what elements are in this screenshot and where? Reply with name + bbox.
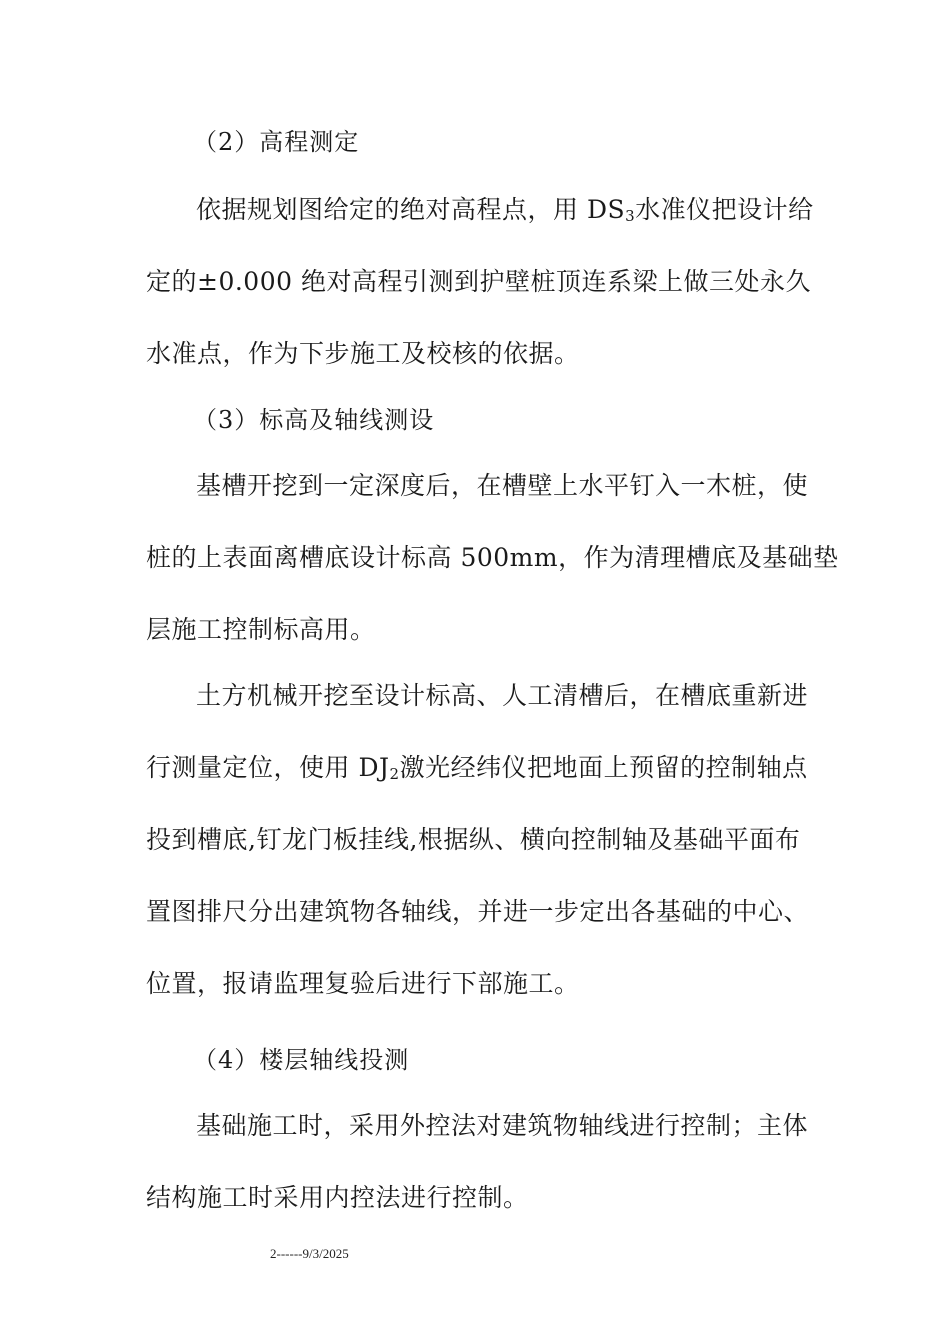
paragraph-line: 土方机械开挖至设计标高、人工清槽后，在槽底重新进 xyxy=(196,681,809,710)
paragraph-line: 桩的上表面离槽底设计标高 500mm，作为清理槽底及基础垫 xyxy=(146,543,839,572)
paragraph-line: 置图排尺分出建筑物各轴线，并进一步定出各基础的中心、 xyxy=(146,897,810,926)
section-3-paragraph-2 xyxy=(146,660,810,1020)
paragraph-line: 投到槽底,钉龙门板挂线,根据纵、横向控制轴及基础平面布 xyxy=(146,825,801,854)
section-3-heading: （3）标高及轴线测设 xyxy=(193,406,435,434)
paragraph-line: 基础施工时，采用外控法对建筑物轴线进行控制；主体 xyxy=(196,1111,809,1140)
paragraph-line: 定的±0.000 绝对高程引测到护壁桩顶连系梁上做三处永久 xyxy=(146,267,811,296)
paragraph-line: 行测量定位，使用 $DJ_2$激光经纬仪把地面上预留的控制轴点 xyxy=(146,753,808,783)
paragraph-line: 位置，报请监理复验后进行下部施工。 xyxy=(146,969,580,998)
paragraph-line: 水准点，作为下步施工及校核的依据。 xyxy=(146,339,580,368)
section-2-paragraph xyxy=(146,174,814,390)
page-footer: 2------9/3/2025 xyxy=(270,1246,349,1261)
section-2-heading: （2）高程测定 xyxy=(193,128,360,156)
section-4-heading: （4）楼层轴线投测 xyxy=(193,1046,410,1074)
section-4-paragraph xyxy=(146,1090,809,1234)
paragraph-line: 层施工控制标高用。 xyxy=(146,615,376,644)
section-3-paragraph-1 xyxy=(146,450,839,666)
paragraph-line: 基槽开挖到一定深度后，在槽壁上水平钉入一木桩，使 xyxy=(196,471,809,500)
paragraph-line: 结构施工时采用内控法进行控制。 xyxy=(146,1183,529,1212)
paragraph-line: 依据规划图给定的绝对高程点，用 $DS_3$水准仪把设计给 xyxy=(196,195,814,225)
